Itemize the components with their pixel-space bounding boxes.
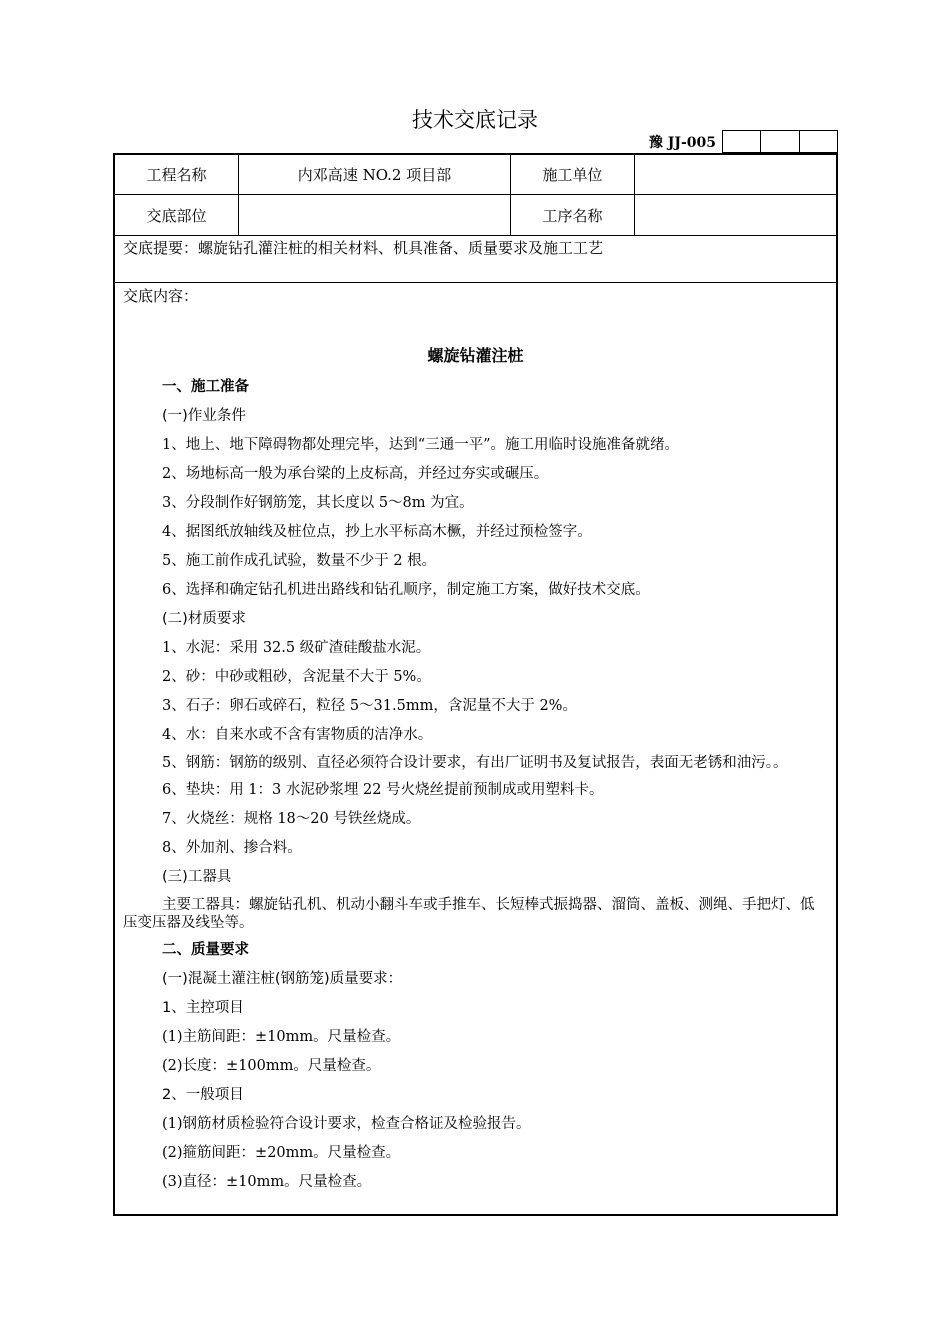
code-box <box>761 131 799 152</box>
table-row-location <box>115 195 836 236</box>
code-box <box>800 131 837 152</box>
content-line: 8、外加剂、掺合料。 <box>162 840 302 856</box>
table-row-project <box>115 155 836 195</box>
summary-text: 交底提要：螺旋钻孔灌注桩的相关材料、机具准备、质量要求及施工工艺 <box>123 239 604 257</box>
subsection-heading: (三)工器具 <box>162 869 232 885</box>
code-boxes <box>722 130 838 153</box>
project-name-label: 工程名称 <box>115 155 239 194</box>
summary-row <box>115 236 836 283</box>
content-line: 4、据图纸放轴线及桩位点，抄上水平标高木橛，并经过预检签字。 <box>162 524 592 540</box>
construction-unit-label: 施工单位 <box>511 155 635 194</box>
subsection-heading: (一)作业条件 <box>162 408 246 424</box>
process-value <box>635 195 836 235</box>
content-line: 1、地上、地下障碍物都处理完毕，达到“三通一平”。施工用临时设施准备就绪。 <box>162 437 680 453</box>
location-label: 交底部位 <box>115 195 239 235</box>
content-line: (2)箍筋间距：±20mm。尺量检查。 <box>162 1145 401 1161</box>
location-value <box>239 195 511 235</box>
content-line: 3、石子：卵石或碎石，粒径 5～31.5mm，含泥量不大于 2%。 <box>162 698 577 714</box>
content-line: 1、水泥：采用 32.5 级矿渣硅酸盐水泥。 <box>162 640 431 656</box>
content-body <box>123 373 828 1197</box>
content-line: (1)主筋间距：±10mm。尺量检查。 <box>162 1029 401 1045</box>
subsection-heading: 1、主控项目 <box>162 1000 244 1016</box>
content-line: 5、施工前作成孔试验，数量不少于 2 根。 <box>162 553 437 569</box>
content-line: (2)长度：±100mm。尺量检查。 <box>162 1058 381 1074</box>
content-line: 主要工器具：螺旋钻孔机、机动小翻斗车或手推车、长短棒式振捣器、溜筒、盖板、测绳、手把灯、低压变压器及线坠等。 <box>123 897 815 931</box>
code-box <box>723 131 761 152</box>
form-code: 豫 JJ-005 <box>648 135 716 151</box>
section-heading: 二、质量要求 <box>162 942 249 958</box>
content-line: 2、场地标高一般为承台梁的上皮标高，并经过夯实或碾压。 <box>162 466 549 482</box>
subsection-heading: 2、一般项目 <box>162 1087 244 1103</box>
construction-unit-value <box>635 155 836 194</box>
content-line: 6、选择和确定钻孔机进出路线和钻孔顺序，制定施工方案，做好技术交底。 <box>162 582 650 598</box>
content-line: 5、钢筋：钢筋的级别、直径必须符合设计要求，有出厂证明书及复试报告，表面无老锈和油污。。 <box>162 755 788 771</box>
content-label: 交底内容： <box>123 287 199 305</box>
project-name-value: 内邓高速 NO.2 项目部 <box>239 155 511 194</box>
section-heading: 一、施工准备 <box>162 379 249 395</box>
subsection-heading: (一)混凝土灌注桩(钢筋笼)质量要求： <box>162 971 403 987</box>
content-line: 6、垫块：用 1：3 水泥砂浆埋 22 号火烧丝提前预制成或用塑料卡。 <box>162 782 604 798</box>
content-line: 2、砂：中砂或粗砂，含泥量不大于 5%。 <box>162 669 431 685</box>
process-label: 工序名称 <box>511 195 635 235</box>
content-line: 3、分段制作好钢筋笼，其长度以 5～8m 为宜。 <box>162 495 474 511</box>
record-table <box>113 153 838 1216</box>
content-line: 7、火烧丝：规格 18～20 号铁丝烧成。 <box>162 811 421 827</box>
content-line: 4、水：自来水或不含有害物质的洁净水。 <box>162 727 433 743</box>
document-title: 技术交底记录 <box>412 108 538 132</box>
content-title: 螺旋钻灌注桩 <box>427 346 524 365</box>
content-line: (3)直径：±10mm。尺量检查。 <box>162 1174 372 1190</box>
subsection-heading: (二)材质要求 <box>162 611 246 627</box>
content-line: (1)钢筋材质检验符合设计要求，检查合格证及检验报告。 <box>162 1116 531 1132</box>
